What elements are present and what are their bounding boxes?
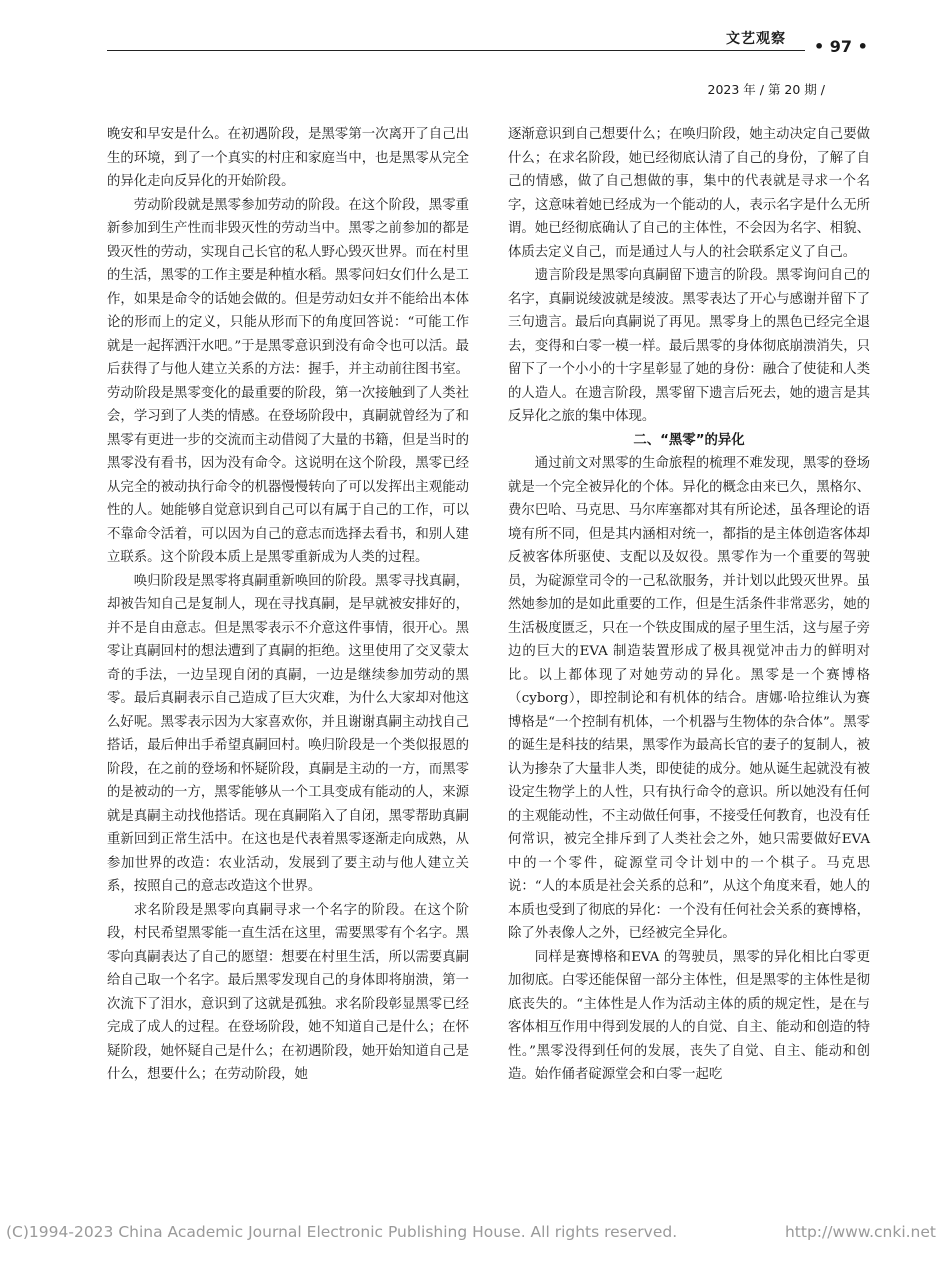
paragraph: 求名阶段是黑零向真嗣寻求一个名字的阶段。在这个阶段，村民希望黑零能一直生活在这里，需要黑零有个名字。黑零向真嗣表达了自己的愿望：想要在村里生活，所以需要真嗣给自己取一个名字。最后黑零发现自己的身体即将崩溃，第一次流下了泪水，意识到了这就是孤独。求名阶段彰显黑零已经完成了成人的过程。在登场阶段，她不知道自己是什么；在怀疑阶段，她怀疑自己是什么；在初遇阶段，她开始知道自己是什么，想要什么；在劳动阶段，她 xyxy=(107,902,469,1082)
paragraph: 唤归阶段是黑零将真嗣重新唤回的阶段。黑零寻找真嗣，却被告知自己是复制人，现在寻找真嗣，是早就被安排好的，并不是自由意志。但是黑零表示不介意这件事情，很开心。黑零让真嗣回村的想法遭到了真嗣的拒绝。这里使用了交叉蒙太奇的手法，一边呈现自闭的真嗣，一边是继续参加劳动的黑零。最后真嗣表示自己造成了巨大灾难，为什么大家却对他这么好呢。黑零表示因为大家喜欢你，并且谢谢真嗣主动找自己搭话，最后伸出手希望真嗣回村。唤归阶段是一个类似报恩的阶段，在之前的登场和怀疑阶段，真嗣是主动的一方，而黑零的是被动的一方，黑零能够从一个工具变成有能动的人，来源就是真嗣主动找他搭话。现在真嗣陷入了自闭，黑零帮助真嗣重新回到正常生活中。在这也是代表着黑零逐渐走向成熟，从参加世界的改造：农业活动，发展到了要主动与他人建立关系，按照自己的意志改造这个世界。 xyxy=(107,573,469,894)
paragraph: 通过前文对黑零的生命旅程的梳理不难发现，黑零的登场就是一个完全被异化的个体。异化的概念由来已久，黑格尔、费尔巴哈、马克思、马尔库塞都对其有所论述，虽各理论的语境有所不同，但是其内涵相对统一，都指的是主体创造客体却反被客体所驱使、支配以及奴役。黑零作为一个重要的驾驶员，为碇源堂司令的一己私欲服务，并计划以此毁灭世界。虽然她参加的是如此重要的工作，但是生活条件非常恶劣，她的生活极度匮乏，只在一个铁皮围成的屋子里生活，这与屋子旁边的巨大的EVA 制造装置形成了极具视觉冲击力的鲜明对比。以上都体现了对她劳动的异化。黑零是一个赛博格（cyborg），即控制论和有机体的结合。唐娜·哈拉维认为赛博格是“一个控制有机体，一个机器与生物体的杂合体”。黑零的诞生是科技的结果，黑零作为最高长官的妻子的复制人，被认为掺杂了大量非人类，即使徒的成分。她从诞生起就没有被设定生物学上的人性，只有执行命令的意识。所以她没有任何的主观能动性，不主动做任何事，不接受任何教育，也没有任何常识，被完全排斥到了人类社会之外，她只需要做好EVA 中的一个零件，碇源堂司令计划中的一个棋子。马克思说：“人的本质是社会关系的总和”，从这个角度来看，她人的本质也受到了彻底的异化：一个没有任何社会关系的赛博格，除了外表像人之外，已经被完全异化。 xyxy=(508,456,870,941)
paragraph: 逐渐意识到自己想要什么；在唤归阶段，她主动决定自己要做什么；在求名阶段，她已经彻底认清了自己的身份，了解了自己的情感，做了自己想做的事，集中的代表就是寻求一个名字，这意味着她已经成为一个能动的人，表示名字是什么无所谓。她已经彻底确认了自己的主体性，不会因为名字、相貌、体质去定义自己，而是通过人与人的社会联系定义了自己。 xyxy=(508,127,870,260)
section-heading: 二、“黑零”的异化 xyxy=(633,432,745,448)
website-link[interactable]: http://www.cnki.net xyxy=(784,1223,936,1241)
copyright-text: (C)1994-2023 China Academic Journal Electronic Publishing House. All rights reserved. xyxy=(6,1223,678,1241)
left-column xyxy=(107,123,469,1087)
paragraph: 劳动阶段就是黑零参加劳动的阶段。在这个阶段，黑零重新参加到生产性而非毁灭性的劳动当中。黑零之前参加的都是毁灭性的劳动，实现自己长官的私人野心毁灭世界。而在村里的生活，黑零的工作主要是种植水稻。黑零问妇女们什么是工作，如果是命令的话她会做的。但是劳动妇女并不能给出本体论的形而上的定义，只能从形而下的角度回答说：“可能工作就是一起挥洒汗水吧。”于是黑零意识到没有命令也可以活。最后获得了与他人建立关系的方法：握手，并主动前往图书室。劳动阶段是黑零变化的最重要的阶段，第一次接触到了人类社会，学习到了人类的情感。在登场阶段中，真嗣就曾经为了和黑零有更进一步的交流而主动借阅了大量的书籍，但是当时的黑零没有看书，因为没有命令。这说明在这个阶段，黑零已经从完全的被动执行命令的机器慢慢转向了可以发挥出主观能动性的人。她能够自觉意识到自己可以有属于自己的工作，可以不靠命令活着，可以因为自己的意志而选择去看书，和别人建立联系。这个阶段本质上是黑零重新成为人类的过程。 xyxy=(107,197,469,565)
paragraph: 同样是赛博格和EVA 的驾驶员，黑零的异化相比白零更加彻底。白零还能保留一部分主体性，但是黑零的主体性是彻底丧失的。“主体性是人作为活动主体的质的规定性，是在与客体相互作用中得到发展的人的自觉、自主、能动和创造的特性。”黑零没得到任何的发展，丧失了自觉、自主、能动和创造。始作俑者碇源堂会和白零一起吃 xyxy=(508,949,870,1082)
copyright-footer xyxy=(0,1219,950,1249)
journal-name: 文艺观察 xyxy=(726,31,786,47)
paragraph: 遗言阶段是黑零向真嗣留下遗言的阶段。黑零询问自己的名字，真嗣说绫波就是绫波。黑零表达了开心与感谢并留下了三句遗言。最后向真嗣说了再见。黑零身上的黑色已经完全退去，变得和白零一模一样。最后黑零的身体彻底崩溃消失，只留下了一个小小的十字星彰显了她的身份：融合了使徒和人类的人造人。在遗言阶段，黑零留下遗言后死去，她的遗言是其反异化之旅的集中体现。 xyxy=(508,268,870,424)
issue-info: 2023 年 / 第 20 期 / xyxy=(707,82,825,97)
header-rule xyxy=(107,50,805,51)
right-column xyxy=(508,123,870,1087)
paragraph: 晚安和早安是什么。在初遇阶段，是黑零第一次离开了自己出生的环境，到了一个真实的村庄和家庭当中，也是黑零从完全的异化走向反异化的开始阶段。 xyxy=(107,127,469,189)
page-number: • 97 • xyxy=(814,37,868,56)
